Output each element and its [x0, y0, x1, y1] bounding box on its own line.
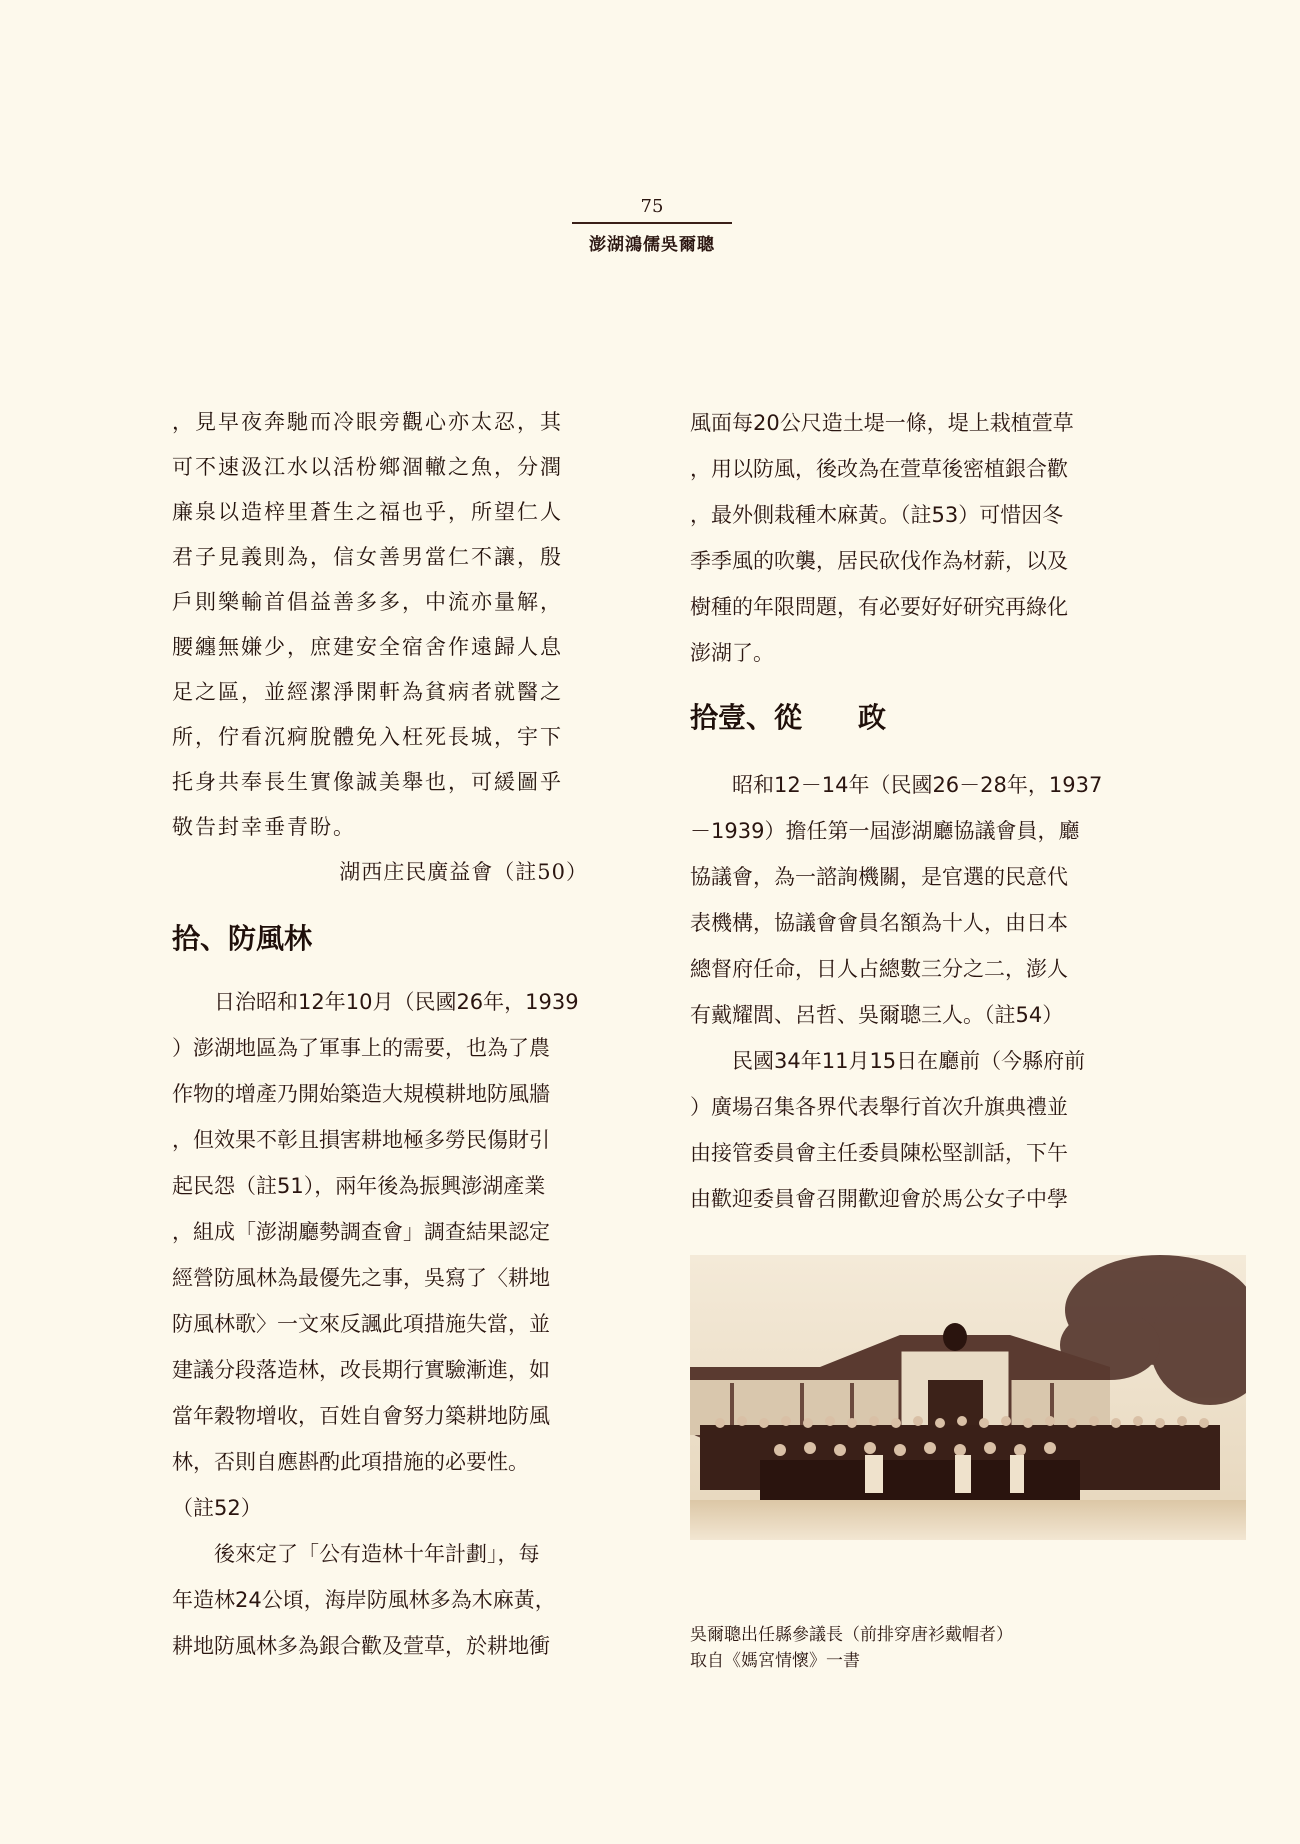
quote-line: 托身共奉長生實像誠美舉也，可緩圖乎 — [172, 770, 563, 794]
right-column — [690, 400, 1136, 1222]
group-photo — [690, 1255, 1246, 1540]
text-line: 民國34年11月15日在廳前（今縣府前 — [690, 1049, 1086, 1073]
section-heading-politics: 拾壹、從 政 — [690, 701, 887, 734]
page-header — [572, 196, 732, 255]
text-line: 表機構，協議會會員名額為十人，由日本 — [690, 911, 1068, 935]
text-line: ）廣場召集各界代表舉行首次升旗典禮並 — [690, 1095, 1068, 1119]
section-heading-windbreak: 拾、防風林 — [172, 922, 313, 955]
text-line: 後來定了「公有造林十年計劃」，每 — [172, 1542, 540, 1566]
text-line: 林，否則自應斟酌此項措施的必要性。 — [172, 1450, 529, 1474]
text-line: 起民怨（註51），兩年後為振興澎湖產業 — [172, 1174, 546, 1198]
quote-line: 廉泉以造梓里蒼生之福也乎，所望仁人 — [172, 500, 563, 524]
text-line: ，但效果不彰且損害耕地極多勞民傷財引 — [172, 1128, 550, 1152]
photo-caption — [690, 1622, 1250, 1674]
text-line: 協議會，為一諮詢機關，是官選的民意代 — [690, 865, 1068, 889]
quote-signature: 湖西庄民廣益會（註50） — [339, 860, 588, 884]
text-line: 防風林歌〉一文來反諷此項措施失當，並 — [172, 1312, 550, 1336]
text-line: 風面每20公尺造土堤一條，堤上栽植萱草 — [690, 411, 1074, 435]
windbreak-paragraphs — [172, 979, 618, 1669]
text-line: 季季風的吹襲，居民砍伐作為材薪，以及 — [690, 549, 1068, 573]
caption-source: 取自《媽宮情懷》一書 — [690, 1651, 860, 1671]
text-line: 澎湖了。 — [690, 641, 774, 665]
text-line: 建議分段落造林，改長期行實驗漸進，如 — [172, 1358, 550, 1382]
text-line: 當年穀物增收，百姓自會努力築耕地防風 — [172, 1404, 550, 1428]
windbreak-continuation — [690, 400, 1136, 676]
text-line: 有戴耀閭、呂哲、吳爾聰三人。（註54） — [690, 1003, 1064, 1027]
text-line: （註52） — [172, 1496, 262, 1520]
quote-line: 敬告封幸垂青盼。 — [172, 815, 356, 839]
text-line: 年造林24公頃，海岸防風林多為木麻黃， — [172, 1588, 556, 1612]
caption-line: 吳爾聰出任縣參議長（前排穿唐衫戴帽者） — [690, 1625, 1013, 1645]
running-title: 澎湖鴻儒吳爾聰 — [589, 235, 715, 255]
page-number: 75 — [640, 196, 664, 217]
header-rule — [572, 222, 732, 224]
text-line: 總督府任命，日人占總數三分之二，澎人 — [690, 957, 1068, 981]
quote-line: 所，佇看沉痾脫體免入枉死長城，宇下 — [172, 725, 563, 749]
quote-block — [172, 400, 618, 895]
text-line: 樹種的年限問題，有必要好好研究再綠化 — [690, 595, 1068, 619]
text-line: 昭和12－14年（民國26－28年，1937 — [690, 773, 1103, 797]
text-line: 由接管委員會主任委員陳松堅訓話，下午 — [690, 1141, 1068, 1165]
quote-line: 戶則樂輸首倡益善多多，中流亦量解， — [172, 590, 563, 614]
quote-line: 腰纏無嫌少，庶建安全宿舍作遠歸人息 — [172, 635, 563, 659]
quote-line: ，見早夜奔馳而冷眼旁觀心亦太忍，其 — [172, 410, 563, 434]
text-line: ，用以防風，後改為在萱草後密植銀合歡 — [690, 457, 1068, 481]
politics-paragraphs — [690, 762, 1136, 1222]
text-line: ，組成「澎湖廳勢調查會」調查結果認定 — [172, 1220, 550, 1244]
text-line: 經營防風林為最優先之事，吳寫了〈耕地 — [172, 1266, 550, 1290]
text-line: 作物的增產乃開始築造大規模耕地防風牆 — [172, 1082, 550, 1106]
text-line: ，最外側栽種木麻黃。（註53）可惜因冬 — [690, 503, 1064, 527]
quote-line: 足之區，並經潔淨閑軒為貧病者就醫之 — [172, 680, 563, 704]
crowd — [700, 1416, 1220, 1500]
text-line: －1939）擔任第一屆澎湖廳協議會員，廳 — [690, 819, 1080, 843]
quote-line: 可不速汲江水以活枌鄉涸轍之魚，分潤 — [172, 455, 563, 479]
ground — [690, 1500, 1246, 1540]
left-column — [172, 400, 618, 1669]
text-line: 由歡迎委員會召開歡迎會於馬公女子中學 — [690, 1187, 1068, 1211]
quote-line: 君子見義則為，信女善男當仁不讓，殷 — [172, 545, 563, 569]
text-line: ）澎湖地區為了軍事上的需要，也為了農 — [172, 1036, 550, 1060]
text-line: 日治昭和12年10月（民國26年，1939 — [172, 990, 579, 1014]
text-line: 耕地防風林多為銀合歡及萱草，於耕地衝 — [172, 1634, 550, 1658]
